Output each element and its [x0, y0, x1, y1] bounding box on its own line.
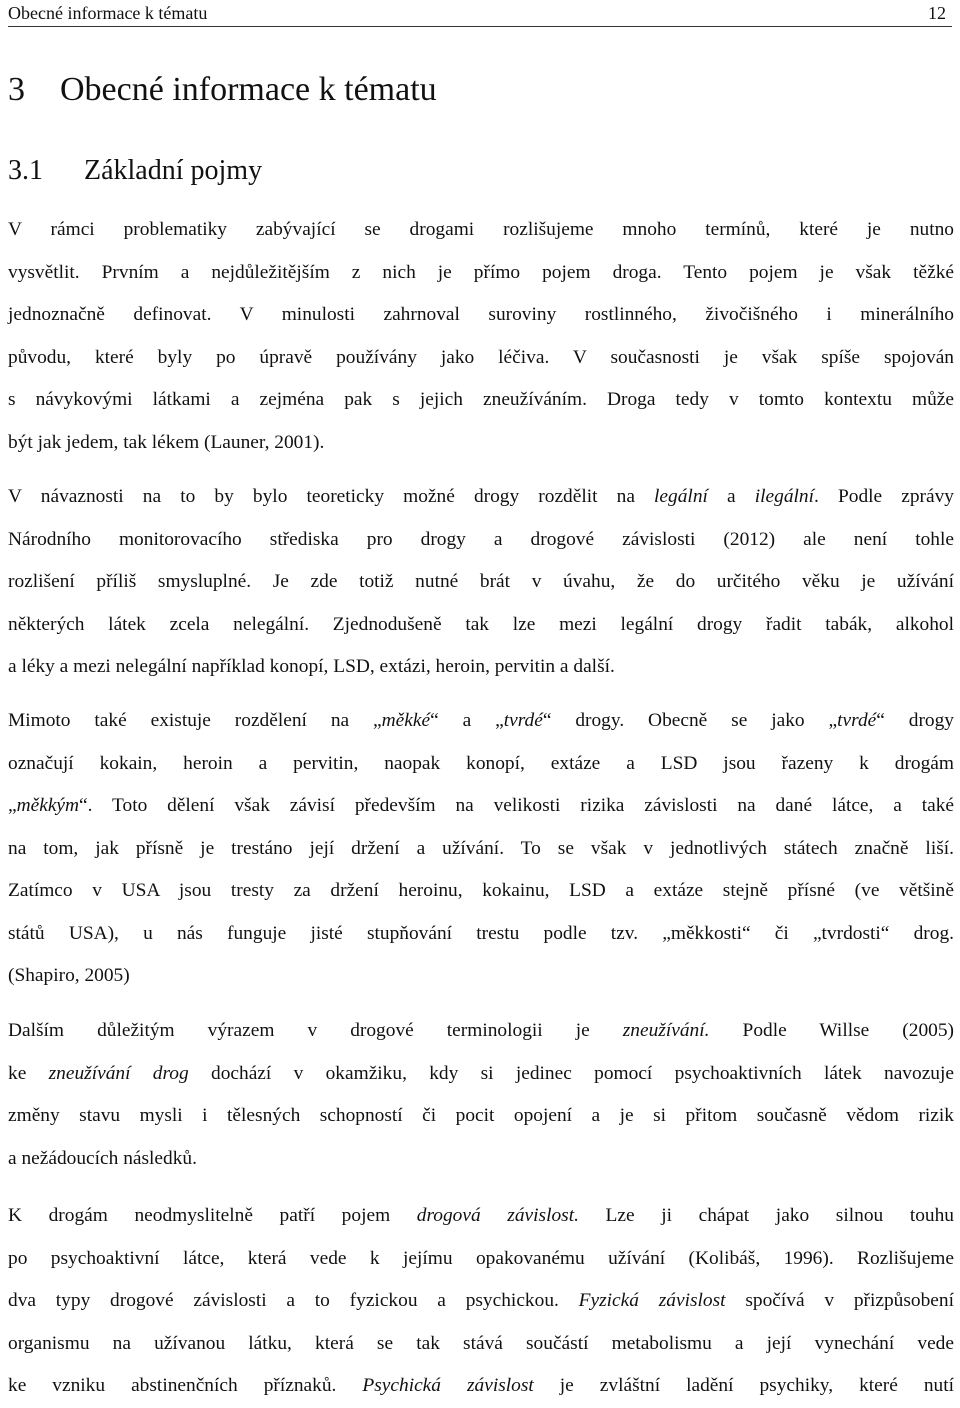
text-line: a léky a mezi nelegální například konopí, LSD, extázi, heroin, pervitin a další.: [8, 656, 615, 677]
italic-term: tvrdé: [503, 710, 543, 731]
italic-term: Psychická závislost: [362, 1375, 534, 1396]
running-header-title: Obecné informace k tématu: [8, 3, 208, 23]
text-run: dochází v okamžiku, kdy si jedinec pomocí psychoaktivních látek navozuje: [188, 1062, 954, 1084]
text-run: je zvláštní ladění psychiky, které nutí: [533, 1375, 955, 1396]
text-line: [8, 1053, 954, 1096]
text-run: “. Toto dělení však závisí především na velikosti rizika závislosti na dané látce, a také: [79, 795, 954, 816]
text-line: jednoznačně definovat. V minulosti zahrnoval suroviny rostlinného, živočišného i minerálního: [8, 304, 954, 325]
text-run: V návaznosti na to by bylo teoreticky možné drogy rozdělit na: [8, 486, 655, 507]
text-run: . Podle zprávy: [814, 486, 954, 507]
text-line: [8, 700, 954, 743]
text-run: dva typy drogové závislosti a to fyzickou a psychickou.: [8, 1290, 579, 1311]
text-line: Národního monitorovacího střediska pro drogy a drogové závislosti (2012) ale není tohle: [8, 528, 954, 550]
text-run: ke vzniku abstinenčních příznaků.: [8, 1375, 363, 1396]
text-run: K drogám neodmyslitelně patří pojem: [8, 1205, 417, 1226]
text-line: V rámci problematiky zabývající se drogami rozlišujeme mnoho termínů, které je nutno: [8, 219, 954, 240]
text-line: některých látek zcela nelegální. Zjednodušeně tak lze mezi legální drogy řadit tabák, alkohol: [8, 613, 954, 635]
text-line: [8, 1365, 954, 1408]
text-line: [8, 1195, 954, 1238]
paragraph-legalni-ilegalni: [8, 476, 954, 689]
text-run: Dalším důležitým výrazem v drogové terminologii je: [8, 1020, 623, 1041]
text-line: vysvětlit. Prvním a nejdůležitějším z nich je přímo pojem droga. Tento pojem je však těžké: [8, 261, 954, 283]
text-line: označují kokain, heroin a pervitin, naopak konopí, extáze a LSD jsou řazeny k drogám: [8, 752, 954, 774]
text-line: [8, 476, 954, 519]
italic-term: měkkým: [16, 795, 80, 816]
italic-term: zneužívání drog: [48, 1062, 189, 1084]
text-line: být jak jedem, tak lékem (Launer, 2001).: [8, 431, 325, 453]
running-header: [8, 0, 952, 27]
text-run: spočívá v přizpůsobení: [725, 1290, 955, 1311]
text-line: organismu na užívanou látku, která se tak stává součástí metabolismu a její vynechání vede: [8, 1332, 954, 1354]
italic-term: měkké: [381, 710, 431, 731]
text-run: “ drogy: [876, 710, 954, 731]
text-line: a nežádoucích následků.: [8, 1147, 197, 1169]
text-run: „: [8, 795, 17, 816]
chapter-title: Obecné informace k tématu: [60, 71, 437, 108]
section-heading: [8, 152, 262, 190]
italic-term: tvrdé: [837, 710, 877, 731]
chapter-heading: [8, 68, 437, 112]
paragraph-mekke-tvrde: [8, 700, 954, 998]
text-line: [8, 1010, 954, 1053]
italic-term: ilegální: [754, 486, 814, 507]
text-line: původu, které byly po úpravě používány jako léčiva. V současnosti je však spíše spojován: [8, 346, 954, 368]
text-run: Mimoto také existuje rozdělení na „: [8, 710, 382, 731]
text-line: (Shapiro, 2005): [8, 965, 130, 986]
text-run: “ drogy. Obecně se jako „: [542, 710, 838, 731]
text-run: Podle Willse (2005): [709, 1020, 954, 1041]
section-title: Základní pojmy: [84, 155, 263, 186]
text-line: Zatímco v USA jsou tresty za držení heroinu, kokainu, LSD a extáze stejně přísné (ve většině: [8, 880, 954, 901]
text-line: změny stavu mysli i tělesných schopností či pocit opojení a je si přitom současně vědom rizik: [8, 1105, 954, 1126]
text-run: a: [707, 486, 755, 507]
italic-term: legální: [654, 486, 708, 507]
page-number: 12: [928, 3, 946, 23]
italic-term: zneužívání.: [622, 1020, 710, 1041]
text-line: [8, 1280, 954, 1323]
paragraph-zneuzivani: [8, 1010, 954, 1180]
text-run: ke: [8, 1062, 49, 1084]
text-run: “ a „: [430, 710, 504, 731]
section-number: 3.1: [8, 155, 43, 186]
text-line: po psychoaktivní látce, která vede k jejímu opakovanému užívání (Kolibáš, 1996). Rozlišujeme: [8, 1247, 954, 1269]
text-line: na tom, jak přísně je trestáno její držení a užívání. To se však v jednotlivých státech značně liší.: [8, 837, 954, 859]
text-line: rozlišení příliš smysluplné. Je zde totiž nutné brát v úvahu, že do určitého věku je užívání: [8, 571, 954, 592]
italic-term: Fyzická závislost: [578, 1290, 726, 1311]
text-line: s návykovými látkami a zejména pak s jejich zneužíváním. Droga tedy v tomto kontextu může: [8, 389, 954, 410]
italic-term: drogová závislost.: [416, 1205, 579, 1226]
text-run: Lze ji chápat jako silnou touhu: [578, 1205, 954, 1226]
text-line: států USA), u nás funguje jisté stupňování trestu podle tzv. „měkkosti“ či „tvrdosti“ drog.: [8, 922, 954, 944]
chapter-number: 3: [8, 71, 25, 108]
paragraph-droga: [8, 209, 954, 464]
paragraph-drogova-zavislost: [8, 1195, 954, 1408]
text-line: [8, 785, 954, 828]
